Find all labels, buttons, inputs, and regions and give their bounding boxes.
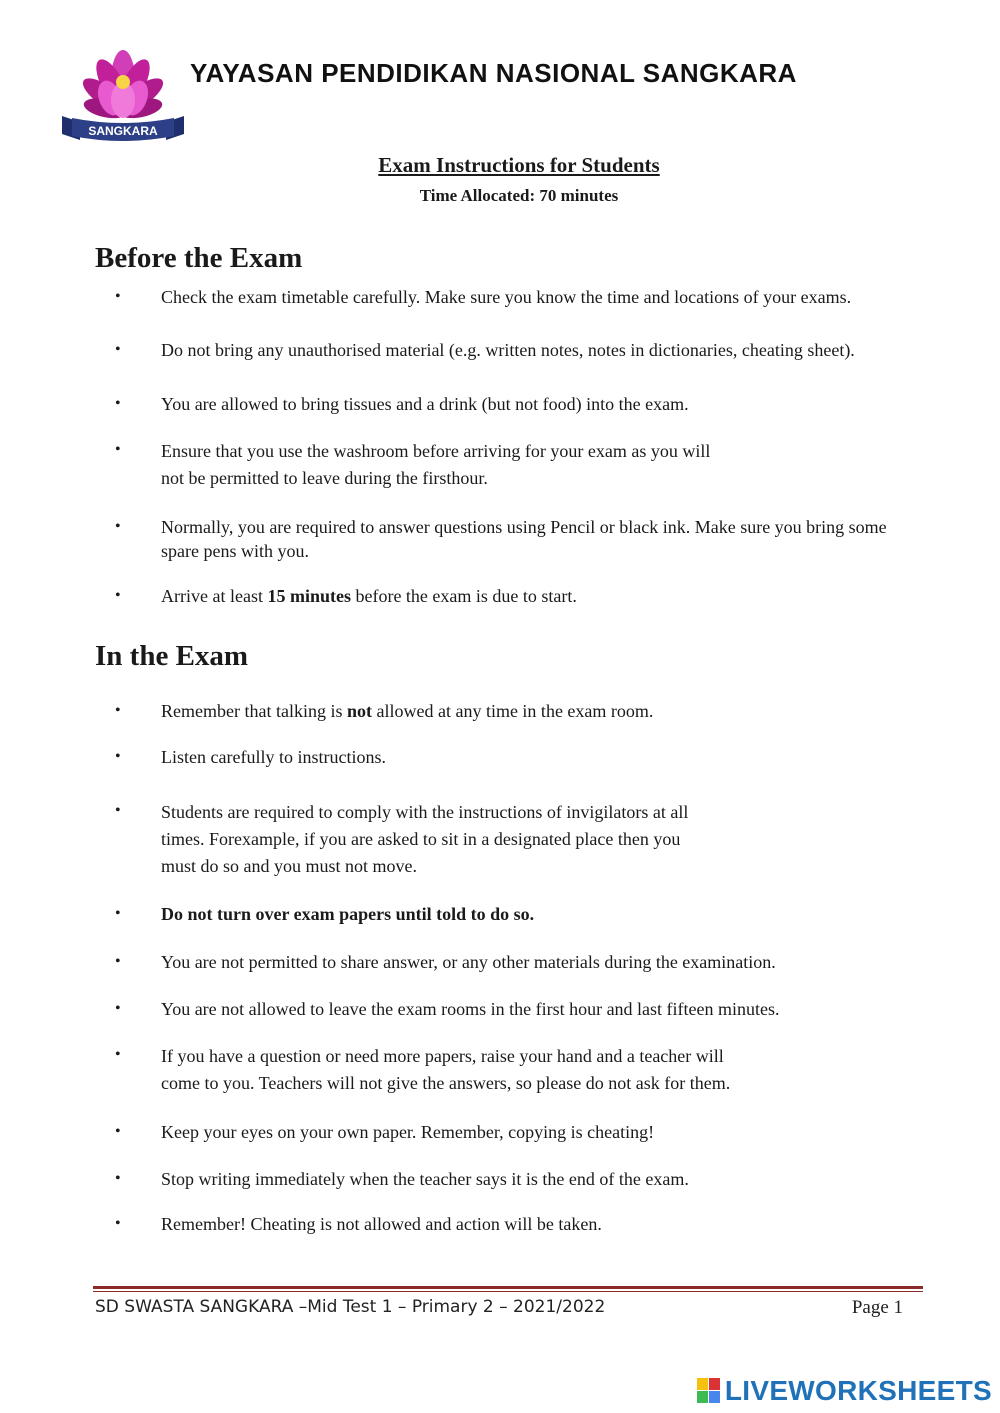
text-line: times. Forexample, if you are asked to sit in a designated place then you	[161, 829, 681, 849]
footer-course-info: SD SWASTA SANGKARA –Mid Test 1 – Primary 2 – 2021/2022	[95, 1297, 606, 1317]
school-logo	[58, 42, 188, 147]
list-item-text: You are not permitted to share answer, or any other materials during the examination.	[161, 952, 776, 972]
text-line: must do so and you must not move.	[161, 856, 417, 876]
list-item-text: Listen carefully to instructions.	[161, 747, 386, 767]
bullet: •	[115, 441, 121, 458]
document-subtitle: Time Allocated: 70 minutes	[419, 186, 619, 205]
list-item-text: Do not bring any unauthorised material (e.g. written notes, notes in dictionaries, cheating sheet).	[161, 340, 855, 360]
text-line: If you have a question or need more papers, raise your hand and a teacher will	[161, 1046, 724, 1066]
bullet: •	[115, 587, 121, 604]
logo-text: SANGKARA	[88, 124, 158, 138]
bullet: •	[115, 1123, 121, 1140]
lotus-icon	[58, 42, 188, 147]
footer-divider-thin	[93, 1291, 923, 1292]
bullet: •	[115, 518, 121, 535]
list-item-text	[161, 799, 891, 880]
bullet: •	[115, 1046, 121, 1063]
list-item-text: You are not allowed to leave the exam rooms in the first hour and last fifteen minutes.	[161, 999, 780, 1019]
document-title: Exam Instructions for Students	[378, 153, 660, 177]
list-item-text: Stop writing immediately when the teacher says it is the end of the exam.	[161, 1169, 689, 1189]
section-heading-during: In the Exam	[95, 640, 249, 672]
organization-title: YAYASAN PENDIDIKAN NASIONAL SANGKARA	[190, 58, 797, 88]
emphasis-text: 15 minutes	[267, 586, 351, 606]
bullet: •	[115, 1170, 121, 1187]
liveworksheets-watermark[interactable]	[697, 1377, 992, 1405]
list-item-text	[161, 438, 891, 492]
bullet: •	[115, 341, 121, 358]
list-item-text: Check the exam timetable carefully. Make sure you know the time and locations of your exams.	[161, 287, 852, 307]
footer-page-number: Page 1	[851, 1297, 903, 1318]
section-heading-before: Before the Exam	[95, 242, 303, 274]
text-run: before the exam is due to start.	[350, 586, 577, 606]
text-line: not be permitted to leave during the firsthour.	[161, 468, 488, 488]
bullet: •	[115, 802, 121, 819]
watermark-text: LIVEWORKSHEETS	[724, 1375, 992, 1406]
list-item-text	[161, 699, 891, 723]
bullet: •	[115, 288, 121, 305]
emphasis-text: not	[346, 701, 372, 721]
text-line: come to you. Teachers will not give the answers, so please do not ask for them.	[161, 1073, 731, 1093]
liveworksheets-logo-icon	[697, 1378, 721, 1404]
emphasis-text: Do not turn over exam papers until told to do so.	[161, 904, 535, 924]
text-run: allowed at any time in the exam room.	[371, 701, 654, 721]
list-item-text: You are allowed to bring tissues and a drink (but not food) into the exam.	[161, 394, 689, 414]
list-item-text: Normally, you are required to answer questions using Pencil or black ink. Make sure you bring some spare pens with you.	[161, 517, 887, 561]
text-run: Arrive at least	[161, 586, 268, 606]
bullet: •	[115, 953, 121, 970]
list-item-text: Keep your eyes on your own paper. Remember, copying is cheating!	[161, 1122, 655, 1142]
list-item-text	[161, 902, 891, 926]
list-item-text	[161, 584, 891, 608]
text-line: Students are required to comply with the instructions of invigilators at all	[161, 802, 689, 822]
bullet: •	[115, 1000, 121, 1017]
list-item-text: Remember! Cheating is not allowed and action will be taken.	[161, 1214, 602, 1234]
bullet: •	[115, 702, 121, 719]
text-line: Ensure that you use the washroom before arriving for your exam as you will	[161, 441, 711, 461]
text-run: Remember that talking is	[161, 701, 347, 721]
list-item-text	[161, 1043, 891, 1097]
bullet: •	[115, 748, 121, 765]
bullet: •	[115, 1215, 121, 1232]
bullet: •	[115, 905, 121, 922]
bullet: •	[115, 395, 121, 412]
footer-divider	[93, 1286, 923, 1289]
